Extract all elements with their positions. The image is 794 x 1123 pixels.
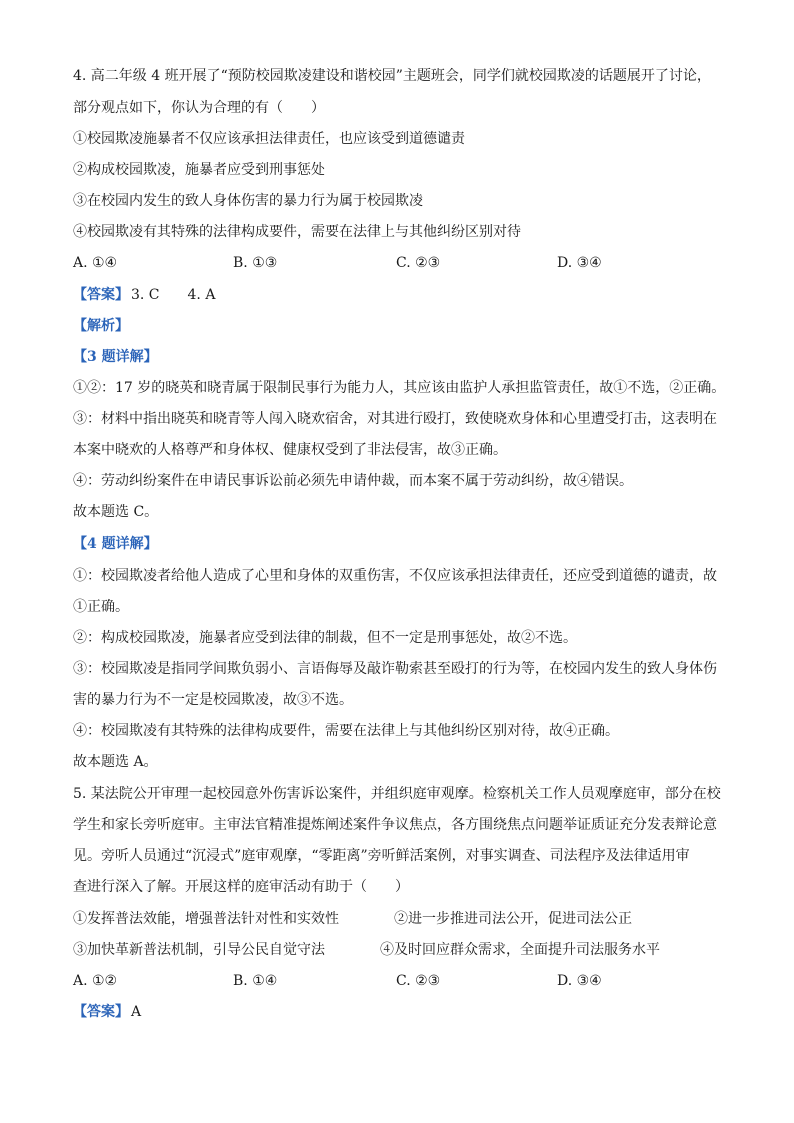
answer-text: 3. C 4. A xyxy=(131,287,216,303)
answer-line xyxy=(73,285,215,305)
q5-statement-1: ①发挥普法效能，增强普法针对性和实效性 xyxy=(73,911,339,927)
q5-answer-text: A xyxy=(131,1004,142,1020)
q5-option-a: A. ①② xyxy=(73,973,118,989)
q4-option-b: B. ①③ xyxy=(233,255,278,271)
q4-detail-tag: 【4 题详解】 xyxy=(73,536,158,552)
q5-statement-4: ④及时回应群众需求，全面提升司法服务水平 xyxy=(380,942,660,958)
q4-stem-line-1: 4. 高二年级 4 班开展了“预防校园欺凌建设和谐校园”主题班会，同学们就校园欺凌的话题展开了讨论， xyxy=(73,68,711,84)
q4-detail-line-5: 害的暴力行为不一定是校园欺凌，故③不选。 xyxy=(73,692,353,708)
q5-option-b: B. ①④ xyxy=(233,973,278,989)
q5-option-d: D. ③④ xyxy=(557,973,602,989)
q5-stem-line-3: 见。旁听人员通过“沉浸式”庭审观摩，“零距离”旁听鲜活案例，对事实调查、司法程序及法律适用审 xyxy=(73,848,690,864)
q4-detail-line-6: ④：校园欺凌有其特殊的法律构成要件，需要在法律上与其他纠纷区别对待，故④正确。 xyxy=(73,723,619,739)
q3-detail-line-2: ③：材料中指出晓英和晓青等人闯入晓欢宿舍，对其进行殴打，致使晓欢身体和心里遭受打击，这表明在 xyxy=(73,411,717,427)
analysis-tag: 【解析】 xyxy=(73,318,129,334)
q5-stem-line-2: 学生和家长旁听庭审。主审法官精准提炼阐述案件争议焦点，各方围绕焦点问题举证质证充分发表辩论意 xyxy=(73,817,717,833)
q5-answer-tag: 【答案】 xyxy=(73,1004,129,1020)
q4-detail-line-7: 故本题选 A。 xyxy=(73,754,158,770)
q3-detail-line-5: 故本题选 C。 xyxy=(73,504,159,520)
q5-stem-line-1: 5. 某法院公开审理一起校园意外伤害诉讼案件，并组织庭审观摩。检察机关工作人员观摩庭审，部分在校 xyxy=(73,786,721,802)
q4-detail-line-2: ①正确。 xyxy=(73,599,129,615)
q3-detail-tag: 【3 题详解】 xyxy=(73,349,158,365)
q5-stem-line-4: 查进行深入了解。开展这样的庭审活动有助于（ ） xyxy=(73,879,409,895)
q3-detail-line-3: 本案中晓欢的人格尊严和身体权、健康权受到了非法侵害，故③正确。 xyxy=(73,442,507,458)
q4-detail-line-4: ③：校园欺凌是指同学间欺负弱小、言语侮辱及敲诈勒索甚至殴打的行为等，在校园内发生的致人身体伤 xyxy=(73,661,717,677)
answer-tag: 【答案】 xyxy=(73,287,129,303)
q4-statement-1: ①校园欺凌施暴者不仅应该承担法律责任，也应该受到道德谴责 xyxy=(73,131,465,147)
q4-stem-line-2: 部分观点如下，你认为合理的有（ ） xyxy=(73,100,325,116)
q3-detail-line-1: ①②：17 岁的晓英和晓青属于限制民事行为能力人，其应该由监护人承担监管责任，故①不选，②正确。 xyxy=(73,380,726,396)
q4-option-c: C. ②③ xyxy=(396,255,441,271)
q5-statement-2: ②进一步推进司法公开，促进司法公正 xyxy=(394,911,632,927)
q5-answer-line xyxy=(73,1002,141,1022)
q4-statement-2: ②构成校园欺凌，施暴者应受到刑事惩处 xyxy=(73,162,325,178)
q4-option-a: A. ①④ xyxy=(73,255,118,271)
q4-detail-line-1: ①：校园欺凌者给他人造成了心里和身体的双重伤害，不仅应该承担法律责任，还应受到道德的谴责，故 xyxy=(73,568,717,584)
q4-option-d: D. ③④ xyxy=(557,255,602,271)
q5-option-c: C. ②③ xyxy=(396,973,441,989)
q3-detail-line-4: ④：劳动纠纷案件在申请民事诉讼前必须先申请仲裁，而本案不属于劳动纠纷，故④错误。 xyxy=(73,473,633,489)
q5-statement-3: ③加快革新普法机制，引导公民自觉守法 xyxy=(73,942,325,958)
q4-statement-4: ④校园欺凌有其特殊的法律构成要件，需要在法律上与其他纠纷区别对待 xyxy=(73,224,521,240)
q4-statement-3: ③在校园内发生的致人身体伤害的暴力行为属于校园欺凌 xyxy=(73,193,423,209)
q4-detail-line-3: ②：构成校园欺凌，施暴者应受到法律的制裁，但不一定是刑事惩处，故②不选。 xyxy=(73,630,577,646)
